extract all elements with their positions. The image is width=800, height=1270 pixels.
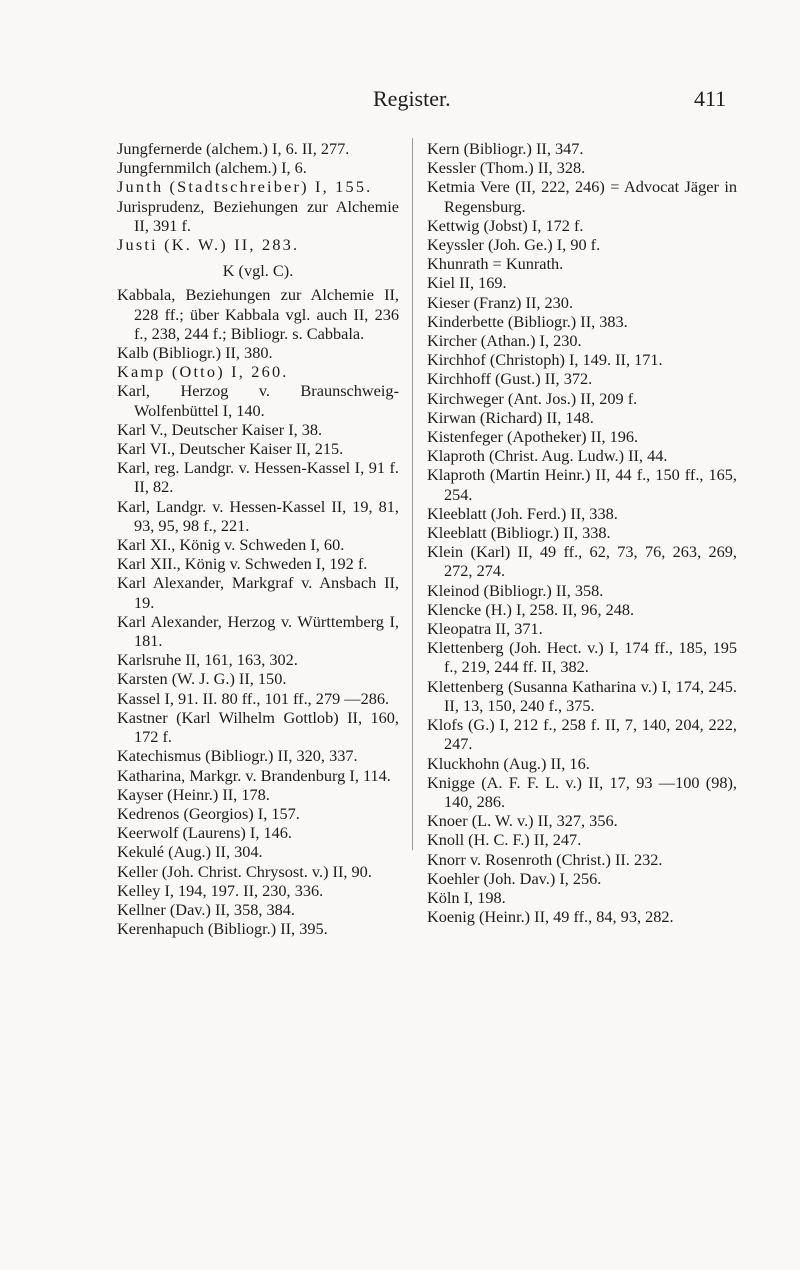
index-entry: Kettwig (Jobst) I, 172 f. <box>427 215 584 235</box>
index-entry: Kleinod (Bibliogr.) II, 358. <box>427 580 604 600</box>
index-entry: Karl VI., Deutscher Kaiser II, 215. <box>117 439 344 459</box>
index-entry: Karl Alexander, Markgraf v. Ansbach II, 19. <box>117 573 399 612</box>
index-entry: Kirwan (Richard) II, 148. <box>427 407 594 427</box>
index-entry: Kinderbette (Bibliogr.) II, 383. <box>427 311 628 331</box>
index-entry: Knorr v. Rosenroth (Christ.) II. 232. <box>427 849 663 869</box>
index-entry: Kiel II, 169. <box>427 273 507 293</box>
index-entry: Karsten (W. J. G.) II, 150. <box>117 669 287 689</box>
index-entry: Jungfernmilch (alchem.) I, 6. <box>117 158 307 178</box>
index-entry: Karl, Landgr. v. Hessen-Kassel II, 19, 81, 93, 95, 98 f., 221. <box>117 496 399 535</box>
index-entry: Karl V., Deutscher Kaiser I, 38. <box>117 419 323 439</box>
page-number: 411 <box>694 86 727 111</box>
index-entry: Kirchhof (Christoph) I, 149. II, 171. <box>427 350 663 370</box>
index-entry: Kalb (Bibliogr.) II, 380. <box>117 343 273 363</box>
index-entry: Keerwolf (Laurens) I, 146. <box>117 823 292 843</box>
index-entry: Keyssler (Joh. Ge.) I, 90 f. <box>427 235 601 255</box>
index-entry: Klaproth (Christ. Aug. Ludw.) II, 44. <box>427 446 668 466</box>
index-entry: Karlsruhe II, 161, 163, 302. <box>117 650 298 670</box>
index-entry: Koehler (Joh. Dav.) I, 256. <box>427 868 602 888</box>
index-entry: Jungfernerde (alchem.) I, 6. II, 277. <box>117 139 350 158</box>
index-entry: Karl Alexander, Herzog v. Württemberg I, 181. <box>117 611 399 651</box>
index-entry: Jurisprudenz, Beziehungen zur Alchemie II, 391 f. <box>117 196 399 235</box>
index-entry: Kassel I, 91. II. 80 ff., 101 ff., 279 —286. <box>117 688 390 708</box>
index-entry: Junth (Stadtschreiber) I, 155. <box>117 177 373 197</box>
index-entry: Katharina, Markgr. v. Brandenburg I, 114. <box>117 765 391 785</box>
index-entry: Kellner (Dav.) II, 358, 384. <box>117 899 295 919</box>
index-entry: Kluckhohn (Aug.) II, 16. <box>427 753 590 773</box>
index-entry: Knoll (H. C. F.) II, 247. <box>427 830 582 850</box>
index-entry: Koenig (Heinr.) II, 49 ff., 84, 93, 282. <box>427 907 674 927</box>
index-entry: Klofs (G.) I, 212 f., 258 f. II, 7, 140, 204, 222, 247. <box>427 715 737 754</box>
right-column <box>427 139 737 926</box>
index-entry: Kirchweger (Ant. Jos.) II, 209 f. <box>427 388 638 408</box>
running-header <box>0 86 800 120</box>
index-entry: Keller (Joh. Christ. Chrysost. v.) II, 90. <box>117 861 372 881</box>
index-entry: Klaproth (Martin Heinr.) II, 44 f., 150 ff., 165, 254. <box>427 465 737 504</box>
index-entry: Ketmia Vere (II, 222, 246) = Advocat Jäger in Regensburg. <box>427 177 737 216</box>
index-entry: Katechismus (Bibliogr.) II, 320, 337. <box>117 746 358 766</box>
index-entry: Köln I, 198. <box>427 887 506 907</box>
index-entry: Klettenberg (Joh. Hect. v.) I, 174 ff., 185, 195 f., 219, 244 ff. II, 382. <box>427 638 737 677</box>
index-entry: Kedrenos (Georgios) I, 157. <box>117 803 300 823</box>
index-entry: Karl XII., König v. Schweden I, 192 f. <box>117 554 368 574</box>
index-entry: Klettenberg (Susanna Katharina v.) I, 174, 245. II, 13, 150, 240 f., 375. <box>427 676 737 715</box>
index-entry: Kieser (Franz) II, 230. <box>427 292 574 312</box>
index-entry: Justi (K. W.) II, 283. <box>117 235 300 255</box>
index-entry: Kern (Bibliogr.) II, 347. <box>427 139 584 158</box>
index-entry: Karl, Herzog v. Braunschweig-Wolfenbüttel I, 140. <box>117 381 399 420</box>
index-entry: Kamp (Otto) I, 260. <box>117 362 289 382</box>
index-entry: Kleeblatt (Bibliogr.) II, 338. <box>427 523 611 543</box>
index-entry: Knoer (L. W. v.) II, 327, 356. <box>427 811 618 831</box>
index-entry: Kircher (Athan.) I, 230. <box>427 331 582 351</box>
index-entry: Kistenfeger (Apotheker) II, 196. <box>427 427 639 447</box>
left-column <box>117 139 399 938</box>
index-entry: Kelley I, 194, 197. II, 230, 336. <box>117 880 324 900</box>
index-entry: Klencke (H.) I, 258. II, 96, 248. <box>427 599 635 619</box>
index-entry: Kleeblatt (Joh. Ferd.) II, 338. <box>427 503 618 523</box>
index-entry: Kekulé (Aug.) II, 304. <box>117 842 263 862</box>
index-entry: Kirchhoff (Gust.) II, 372. <box>427 369 593 389</box>
index-entry: Knigge (A. F. F. L. v.) II, 17, 93 —100 (98), 140, 286. <box>427 772 737 811</box>
index-entry: Kastner (Karl Wilhelm Gottlob) II, 160, 172 f. <box>117 707 399 747</box>
index-entry: Kleopatra II, 371. <box>427 619 543 639</box>
index-entry: Kayser (Heinr.) II, 178. <box>117 784 270 804</box>
page-title: Register. <box>373 86 451 111</box>
index-entry: Kessler (Thom.) II, 328. <box>427 158 586 178</box>
index-entry: Karl, reg. Landgr. v. Hessen-Kassel I, 91 f. II, 82. <box>117 458 399 497</box>
index-entry: Kabbala, Beziehungen zur Alchemie II, 228 ff.; über Kabbala vgl. auch II, 236 f., 238, 244 f.; Bibliogr. s. Cabbala. <box>117 285 399 343</box>
index-entry: Karl XI., König v. Schweden I, 60. <box>117 535 345 555</box>
index-entry: Klein (Karl) II, 49 ff., 62, 73, 76, 263, 269, 272, 274. <box>427 542 737 581</box>
section-letter-heading: K (vgl. C). <box>222 261 294 281</box>
column-divider <box>412 138 413 850</box>
index-entry: Khunrath = Kunrath. <box>427 254 564 274</box>
index-entry: Kerenhapuch (Bibliogr.) II, 395. <box>117 919 328 939</box>
